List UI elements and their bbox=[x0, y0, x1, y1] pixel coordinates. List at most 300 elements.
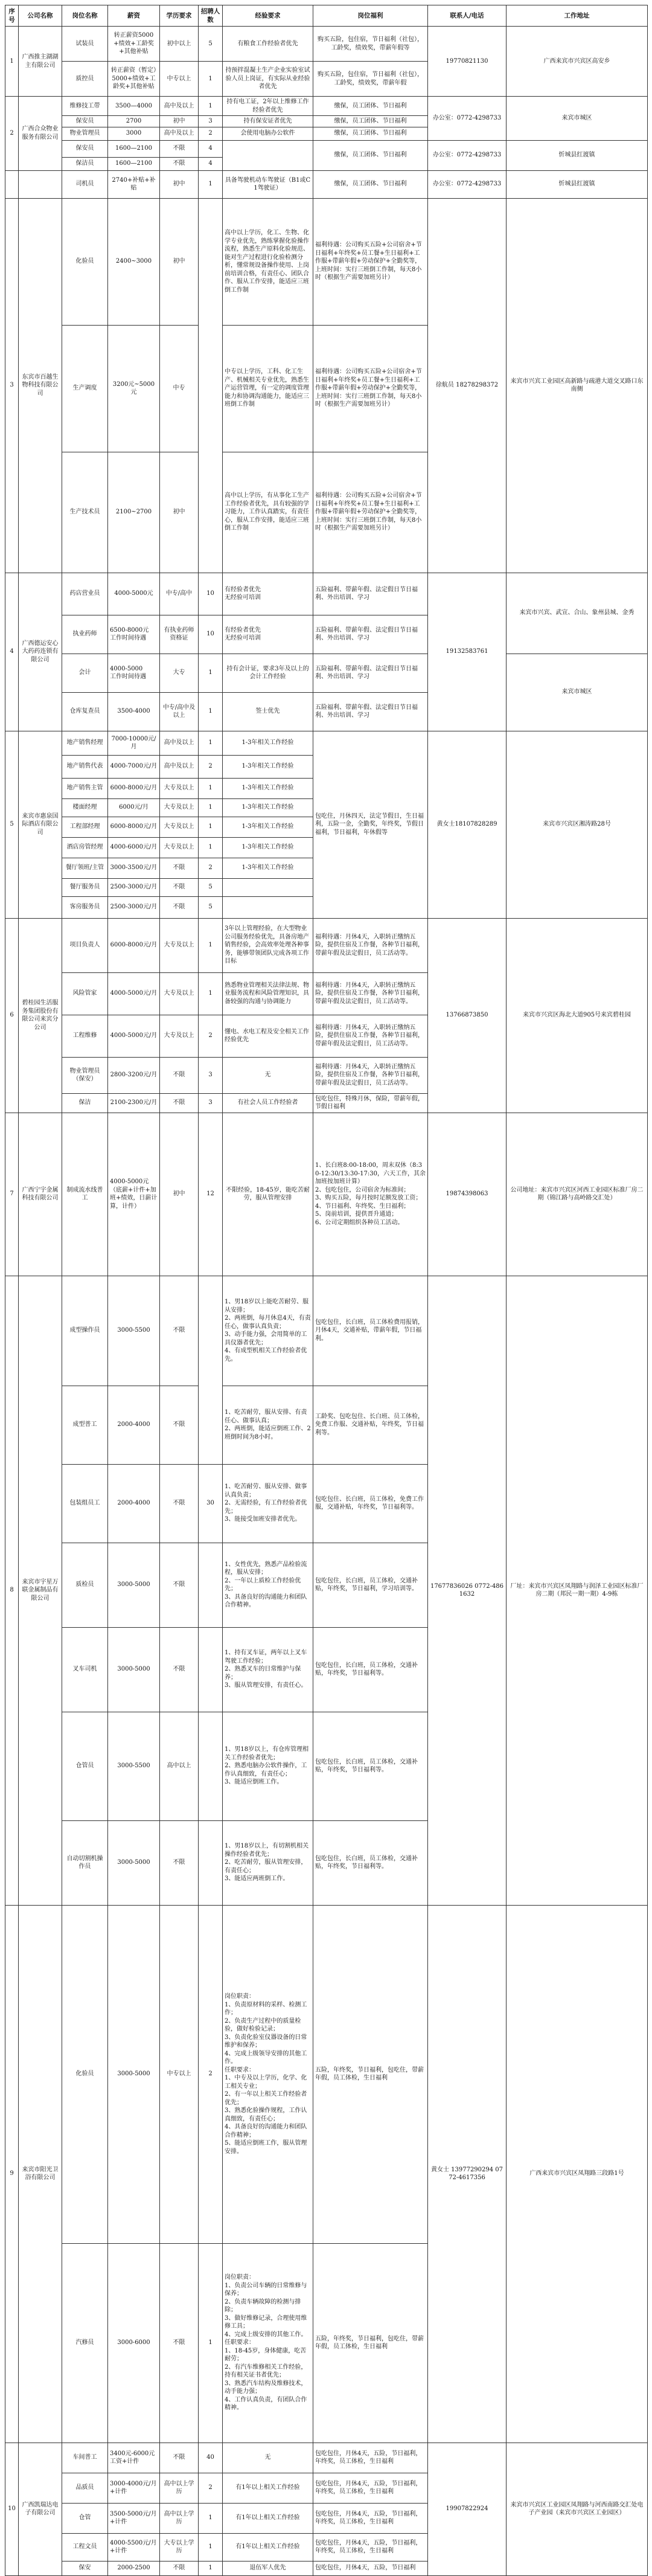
table-cell: 包吃包住，月休4天，五险，节日福利，年终奖，员工体检，生日福利 bbox=[313, 2533, 428, 2561]
table-cell: 1-3年相关工作经验 bbox=[223, 755, 313, 778]
table-cell bbox=[199, 1712, 223, 1820]
table-cell: 成型普工 bbox=[62, 1386, 108, 1464]
table-cell bbox=[199, 1820, 223, 1905]
table-row bbox=[5, 170, 648, 198]
table-cell: 持有会计证，要求3年及以上的会计工作经验 bbox=[223, 654, 313, 692]
table-cell: 2700 bbox=[108, 116, 160, 127]
table-cell: 不限 bbox=[160, 1093, 199, 1113]
table-cell: 东宾市百越生物科技有限公司 bbox=[19, 198, 62, 573]
table-cell: 2 bbox=[199, 2473, 223, 2503]
table-cell: 购买五险，包住宿，节日福利（社包），工龄奖，绩效奖，带薪年假等 bbox=[313, 27, 428, 62]
table-cell: 1600—2100 bbox=[108, 140, 160, 157]
table-cell: 五险福利、带薪年假、法定假日节日福利、外出培训、学习 bbox=[313, 692, 428, 731]
table-cell: 高中及以上 bbox=[160, 127, 199, 140]
table-cell: 10 bbox=[5, 2443, 19, 2575]
table-cell: 1 bbox=[199, 918, 223, 972]
table-cell: 持有保安证者优先 bbox=[223, 116, 313, 127]
table-cell: 4 bbox=[199, 157, 223, 170]
table-cell: 包吃包住，长白班，员工体检，交通补贴，年终奖，节日福利，学习培训等。 bbox=[313, 1543, 428, 1627]
table-cell: 2500-3000元/月 bbox=[108, 878, 160, 896]
table-cell: 2 bbox=[199, 858, 223, 878]
table-cell: 3 bbox=[199, 116, 223, 127]
table-cell: 工程维修 bbox=[62, 1015, 108, 1057]
table-cell: 高中及以上 bbox=[160, 97, 199, 116]
table-cell: 熟悉物业管理相关法律法规、物业服务流程和风险管理知识，具备较强的沟通与协调能力 bbox=[223, 972, 313, 1015]
table-cell: 4000-5500元/月+计件 bbox=[108, 2533, 160, 2561]
table-cell: 中专以上 bbox=[160, 62, 199, 97]
table-cell: 无 bbox=[223, 2443, 313, 2473]
table-cell: 无 bbox=[223, 1057, 313, 1093]
table-cell: 楼面经理 bbox=[62, 798, 108, 817]
table-cell: 办公室：0772-4298733 bbox=[428, 97, 507, 141]
table-cell: 福利待遇：公司购买五险+公司宿舍+节日福利+年终奖+员工餐+生日福利+工作服+带薪年假+劳动保护+全勤奖等，上班时间：实行三班倒工作制，每天8小时（根据生产需要加班另计） bbox=[313, 452, 428, 573]
table-cell: 忻城县红渡镇 bbox=[507, 140, 648, 170]
table-cell: 风险管家 bbox=[62, 972, 108, 1015]
table-cell: 不限 bbox=[160, 140, 199, 157]
table-cell: 3500-4000 bbox=[108, 692, 160, 731]
table-cell: 10 bbox=[199, 615, 223, 654]
header-index: 序号 bbox=[5, 5, 19, 27]
table-cell: 1 bbox=[199, 837, 223, 858]
table-cell: 2100~2700 bbox=[108, 452, 160, 573]
table-cell: 车间普工 bbox=[62, 2443, 108, 2473]
table-cell: 大专 bbox=[160, 654, 199, 692]
table-row bbox=[5, 27, 648, 62]
table-cell: 7 bbox=[5, 1113, 19, 1276]
table-cell: 2000-4000 bbox=[108, 1464, 160, 1543]
table-cell: 7000-10000元/月 bbox=[108, 731, 160, 755]
table-cell: 汽修员 bbox=[62, 2243, 108, 2443]
table-cell: 1、男18岁以上能吃苦耐劳、服从安排； 2、两班倒，每月休息4天，有责任心，做事认真负责； 3、动手能力强，会用简单的工具仪器者优先； 4、有成型机相关工作经验者优先。 bbox=[223, 1276, 313, 1386]
table-cell: 五险，年终奖，节日福利，包吃住，带薪年假，员工体检，生日福利 bbox=[313, 1905, 428, 2243]
table-cell: 4000-6000元/月 bbox=[108, 837, 160, 858]
table-cell: 维修技工带 bbox=[62, 97, 108, 116]
table-cell: 碧桂园生活服务集团股份有限公司来宾分公司 bbox=[19, 918, 62, 1113]
table-cell: 初中 bbox=[160, 116, 199, 127]
table-cell: 6000-8000元/月 bbox=[108, 918, 160, 972]
table-cell: 1 bbox=[199, 731, 223, 755]
table-cell: 工龄奖、包吃包住、长白班、员工体检，免费工作服、交通补贴，年终奖，节日福利等。 bbox=[313, 1386, 428, 1464]
table-cell: 五险福利、带薪年假、法定假日节日福利、外出培训、学习 bbox=[313, 615, 428, 654]
table-cell: 广西宁宇金属科技有限公司 bbox=[19, 1113, 62, 1276]
table-cell: 有1年以上相关工作经验 bbox=[223, 2503, 313, 2533]
table-cell: 3 bbox=[199, 1093, 223, 1113]
header-headcount: 招聘人数 bbox=[199, 5, 223, 27]
table-cell: 来宾市城区 bbox=[507, 97, 648, 141]
table-cell: 2000-4000 bbox=[108, 1386, 160, 1464]
table-cell: 1 bbox=[199, 798, 223, 817]
table-cell: 忻城县红渡镇 bbox=[507, 170, 648, 198]
header-experience: 经验要求 bbox=[223, 5, 313, 27]
table-cell: 来宾市兴宾区湘涛路28号 bbox=[507, 731, 648, 918]
table-cell: 2 bbox=[199, 1905, 223, 2243]
table-cell: 仓管 bbox=[62, 2503, 108, 2533]
table-cell: 2 bbox=[5, 97, 19, 171]
table-cell: 4000-5000 工作时间待遇 bbox=[108, 654, 160, 692]
table-cell: 餐厅领班/主管 bbox=[62, 858, 108, 878]
table-cell: 高中以上学历，有从事化工生产工作经验者优先，具有较强的学习能力，工作认真踏实，有责任心，服从工作安排，能适应三班倒工作制 bbox=[223, 452, 313, 573]
table-cell: 高中以上学历 bbox=[160, 2503, 199, 2533]
table-cell: 3500-5000元/月+计件 bbox=[108, 2503, 160, 2533]
table-cell: 高中以上学历，化工、生物、化学专业优先，熟练掌握化验操作流程，熟悉生产原料化验规范、能对生产过程进行化验检测分析，懂常规设备操作使用、上岗前培训合格，有责任心、团队合作、服从工作安排，能适应三班倒工作制 bbox=[223, 198, 313, 325]
table-cell: 1 bbox=[199, 2503, 223, 2533]
table-cell: 保洁员 bbox=[62, 157, 108, 170]
table-cell: 不限 bbox=[160, 2561, 199, 2575]
table-cell: 保洁 bbox=[62, 1093, 108, 1113]
table-cell: 3200元~5000元 bbox=[108, 325, 160, 452]
table-cell: 3500—4000 bbox=[108, 97, 160, 116]
table-cell: 包吃包住、长白班，员工体检，免费工作服，交通补贴，年终奖，节日福利等。 bbox=[313, 1464, 428, 1543]
table-cell: 有执业药师资格证 bbox=[160, 615, 199, 654]
table-cell: 成型操作员 bbox=[62, 1276, 108, 1386]
table-cell: 3 bbox=[5, 198, 19, 573]
table-cell: 缴保，员工团体、节日福利 bbox=[313, 140, 428, 170]
table-cell: 4000-5000元/月 bbox=[108, 1015, 160, 1057]
table-cell: 有经验者优先 无经验可培训 bbox=[223, 615, 313, 654]
table-cell: 3000-5500 bbox=[108, 1712, 160, 1820]
table-cell: 2 bbox=[199, 127, 223, 140]
table-cell: 质控员 bbox=[62, 62, 108, 97]
table-cell: 10 bbox=[199, 573, 223, 615]
header-company: 公司名称 bbox=[19, 5, 62, 27]
table-cell: 包吃包住，长白班，员工体检，交通补贴，年终奖，节日福利等。 bbox=[313, 1820, 428, 1905]
table-cell: 不限 bbox=[160, 858, 199, 878]
table-cell: 5 bbox=[199, 27, 223, 62]
table-cell: 有经验者优先 无经验可培训 bbox=[223, 573, 313, 615]
table-cell: 19770821130 bbox=[428, 27, 507, 97]
table-cell: 质检员 bbox=[62, 1543, 108, 1627]
table-cell: 有1年以上相关工作经验 bbox=[223, 2473, 313, 2503]
table-cell: 1 bbox=[199, 62, 223, 97]
table-row bbox=[5, 731, 648, 755]
table-cell: 3000-5000 bbox=[108, 1905, 160, 2243]
table-cell: 6500-8000元 工作时间待遇 bbox=[108, 615, 160, 654]
table-cell: 19132583761 bbox=[428, 573, 507, 731]
table-cell: 餐厅服务员 bbox=[62, 878, 108, 896]
table-cell: 中专以上学历，工科、化工生产、机械相关专业优先，熟悉生产运营管理，有一定的调度管理能力和协调沟通能力，能适应三班倒工作制 bbox=[223, 325, 313, 452]
table-cell: 缴保，员工团体、节日福利 bbox=[313, 127, 428, 140]
table-cell: 不限 bbox=[160, 896, 199, 918]
table-cell: 化验员 bbox=[62, 198, 108, 325]
table-row bbox=[5, 1276, 648, 1386]
table-cell: 有1年以上相关工作经验 bbox=[223, 2533, 313, 2561]
table-row bbox=[5, 654, 648, 692]
table-cell: 岗位职责： 1、负责公司车辆的日常维修与保养； 2、负责车辆故障的检测与排除； 3、做好维修记录，合理使用维修工具； 4、完成上级安排的其他工作。 任职要求： 1、18-45岁，身体健康，吃苦耐劳； 2、有汽车维修相关工作经验，持有相关证书者优先； 3、熟悉汽车结构及维修技术，动手能力强； 4、工作认真负责，有团队合作精神。 bbox=[223, 2243, 313, 2443]
table-cell: 不限 bbox=[160, 878, 199, 896]
table-cell: 19907822924 bbox=[428, 2443, 507, 2575]
table-cell: 办公室：0772-4298733 bbox=[428, 140, 507, 170]
table-row bbox=[5, 2443, 648, 2473]
table-cell: 17677836026 0772-4861632 bbox=[428, 1276, 507, 1905]
table-cell: 不限 bbox=[160, 1464, 199, 1543]
table-cell: 物业管理员 bbox=[62, 127, 108, 140]
table-cell: 19874398063 bbox=[428, 1113, 507, 1276]
header-education: 学历要求 bbox=[160, 5, 199, 27]
table-cell: 大专及以上 bbox=[160, 817, 199, 837]
table-cell: 药店营业员 bbox=[62, 573, 108, 615]
table-cell: 自动切割机操作员 bbox=[62, 1820, 108, 1905]
table-cell: 初中以上 bbox=[160, 27, 199, 62]
table-cell: 工程部经理 bbox=[62, 817, 108, 837]
table-cell: 厂址：来宾市兴宾区凤翔路与润泽工业园区标准厂房二期（邦民一期一期）4-9栋 bbox=[507, 1276, 648, 1905]
table-cell: 1-3年相关工作经验 bbox=[223, 798, 313, 817]
table-cell: 高中及以上 bbox=[160, 755, 199, 778]
table-cell: 中专/高中 bbox=[160, 573, 199, 615]
table-row bbox=[5, 1113, 648, 1276]
table-cell: 签士优先 bbox=[223, 692, 313, 731]
table-cell: 2 bbox=[199, 1015, 223, 1057]
table-row bbox=[5, 1905, 648, 2243]
table-cell: 8 bbox=[5, 1276, 19, 1905]
table-cell: 广西合众物业服务有限公司 bbox=[19, 97, 62, 171]
table-cell: 转正薪资5000+绩效+工龄奖+其他补贴 bbox=[108, 27, 160, 62]
table-cell: 1、男18岁以上，有切割机相关操作经验者优先； 2、吃苦耐劳，服从管理安排，有责任心； 3、能适应两班倒工作。 bbox=[223, 1820, 313, 1905]
table-cell: 大专及以上 bbox=[160, 1015, 199, 1057]
table-cell: 来宾市宇星万联金属制品有限公司 bbox=[19, 1276, 62, 1905]
header-position: 岗位名称 bbox=[62, 5, 108, 27]
table-cell: 包吃住，月休四天，法定节假日，生日福利，五险一金，全勤奖，年终奖，节假日福利，节日福利，年休假等 bbox=[313, 731, 428, 918]
table-cell: 包吃包住，长白班，员工体检，交通补贴，年终奖，节日福利等。 bbox=[313, 1712, 428, 1820]
table-cell: 3000-5000 bbox=[108, 1820, 160, 1905]
table-cell: 地产销售代表 bbox=[62, 755, 108, 778]
table-cell: 购买五险，包住宿，节日福利（社包），工龄奖，绩效奖，带薪年假 bbox=[313, 62, 428, 97]
table-cell: 1 bbox=[199, 2533, 223, 2561]
table-cell: 1 bbox=[199, 972, 223, 1015]
table-cell bbox=[199, 1627, 223, 1712]
table-cell: 酒店房管经理 bbox=[62, 837, 108, 858]
table-cell: 2800-3200元/月 bbox=[108, 1057, 160, 1093]
table-cell: 大专及以上 bbox=[160, 972, 199, 1015]
table-cell: 4000-5000元/月 bbox=[108, 972, 160, 1015]
table-cell: 黄女士18107828289 bbox=[428, 731, 507, 918]
table-cell: 3000-5000 bbox=[108, 1627, 160, 1712]
table-cell: 不限 bbox=[160, 1386, 199, 1464]
table-cell: 地产销售经理 bbox=[62, 731, 108, 755]
table-cell: 2500-3000元/月 bbox=[108, 896, 160, 918]
table-cell: 1 bbox=[199, 2561, 223, 2575]
table-cell bbox=[5, 170, 19, 198]
table-cell: 初中 bbox=[160, 452, 199, 573]
table-cell: 有社会人员工作经验者 bbox=[223, 1093, 313, 1113]
table-cell: 五险福利、带薪年假、法定假日节日福利、外出培训、学习 bbox=[313, 654, 428, 692]
table-cell: 2740+补贴+补贴 bbox=[108, 170, 160, 198]
table-cell: 徐航员 18278298372 bbox=[428, 198, 507, 573]
table-cell: 1-3年相关工作经验 bbox=[223, 817, 313, 837]
table-cell: 4000-5000元 （底薪+计件+加班+绩效，日薪计算，计件） bbox=[108, 1113, 160, 1276]
table-cell: 来宾市兴宾、武宣、合山、象州县城、金秀 bbox=[507, 573, 648, 654]
table-cell: 1 bbox=[5, 27, 19, 97]
table-cell: 包吃包住，月休4天，五险，节日福利，年终奖，员工体检，生日福利 bbox=[313, 2503, 428, 2533]
table-cell: 会使用电脑办公软件 bbox=[223, 127, 313, 140]
table-cell: 1 bbox=[199, 692, 223, 731]
table-cell: 3 bbox=[199, 1057, 223, 1093]
table-cell: 包吃包住，月休4天，五险，节日福利，年终奖，员工体检，生日福利 bbox=[313, 2443, 428, 2473]
table-cell: 不限 bbox=[160, 1543, 199, 1627]
table-body bbox=[5, 27, 648, 2576]
table-cell: 福利待遇：月休4天，入职转正缴纳五险，提供住宿及工作餐，各种节日福利，带薪年假及法定假日，员工活动等。 bbox=[313, 1015, 428, 1057]
table-cell: 2 bbox=[199, 755, 223, 778]
table-cell: 1 bbox=[199, 2243, 223, 2443]
table-cell: 初中 bbox=[160, 170, 199, 198]
table-cell: 广西来宾市兴宾区凤翔路三段路1号 bbox=[507, 1905, 648, 2443]
table-cell: 1、男18岁以上，有仓库管理相关工作经验者优先； 2、熟悉电脑办公软件操作，工作认真细致，有责任心； 3、能适应倒班工作。 bbox=[223, 1712, 313, 1820]
table-cell: 1-3年相关工作经验 bbox=[223, 837, 313, 858]
table-cell: 3000-4000元/月+计件 bbox=[108, 2473, 160, 2503]
table-cell: 懂电、水电工程及安全相关工作经验优先 bbox=[223, 1015, 313, 1057]
table-cell: 福利待遇：公司购买五险+公司宿舍+节日福利+年终奖+员工餐+生日福利+工作服+带薪年假+劳动保护+全勤奖等，上班时间：实行三班倒工作制，每天8小时（根据生产需要加班另计） bbox=[313, 198, 428, 325]
table-cell bbox=[199, 198, 223, 573]
table-row bbox=[5, 918, 648, 972]
table-cell: 品质员 bbox=[62, 2473, 108, 2503]
table-cell: 大专以上学历 bbox=[160, 2533, 199, 2561]
table-cell: 福利待遇：公司购买五险+公司宿舍+节日福利+年终奖+员工餐+生日福利+工作服+带薪年假+劳动保护+全勤奖等，上班时间：实行三班倒工作制，每天8小时（根据生产需要加班另计） bbox=[313, 325, 428, 452]
table-cell: 保安员 bbox=[62, 116, 108, 127]
table-cell: 福利待遇：月休4天，入职转正缴纳五险，提供住宿及工作餐，各种节日福利，带薪年假及法定假日，员工活动等。 bbox=[313, 972, 428, 1015]
table-cell: 不限 bbox=[160, 1276, 199, 1386]
table-cell: 6000-8000元/月 bbox=[108, 778, 160, 798]
table-cell: 初中 bbox=[160, 198, 199, 325]
table-cell: 12 bbox=[199, 1113, 223, 1276]
table-cell: 制成流水线普工 bbox=[62, 1113, 108, 1276]
table-cell: 6000元/月 bbox=[108, 798, 160, 817]
table-cell: 具备驾驶机动车驾驶证（B1或C1驾驶证） bbox=[223, 170, 313, 198]
table-cell: 持预拌混凝土生产企业实验室试验人员上岗证，有实际从业经验者优先 bbox=[223, 62, 313, 97]
table-cell: 包吃包住，月休4天，五险，节日福利，年终奖，员工体检，生日福利 bbox=[313, 2473, 428, 2503]
table-cell: 6000-8000元/月 bbox=[108, 817, 160, 837]
table-cell: 福利待遇：月休4天，入职转正缴纳五险，提供住宿及工作餐，各种节日福利，带薪年假及法定假日，员工活动等。 bbox=[313, 1057, 428, 1093]
table-cell: 缴保，员工团体、节日福利 bbox=[313, 170, 428, 198]
table-row bbox=[5, 573, 648, 615]
table-cell: 4000-7000元/月 bbox=[108, 755, 160, 778]
table-header-row bbox=[5, 5, 648, 27]
table-cell: 来宾市阳光卫浴有限公司 bbox=[19, 1905, 62, 2443]
table-cell: 大专及以上 bbox=[160, 837, 199, 858]
table-cell: 1、吃苦耐劳，服从安排、有责任心、做事认真； 2、两班倒，能适应倒班工作、2班倒时间为8小时。 bbox=[223, 1386, 313, 1464]
table-cell: 初中 bbox=[160, 1113, 199, 1276]
table-cell bbox=[223, 896, 313, 918]
table-cell: 高中及以上 bbox=[160, 731, 199, 755]
table-cell: 5 bbox=[199, 878, 223, 896]
table-cell: 不限 bbox=[160, 157, 199, 170]
table-cell: 叉车司机 bbox=[62, 1627, 108, 1712]
table-cell: 不限 bbox=[160, 2243, 199, 2443]
table-cell: 13766873850 bbox=[428, 918, 507, 1113]
job-listing-table bbox=[5, 5, 648, 2576]
table-cell: 5 bbox=[5, 731, 19, 918]
table-cell: 4 bbox=[5, 573, 19, 731]
table-cell: 1-3年相关工作经验 bbox=[223, 731, 313, 755]
table-cell: 不限 bbox=[160, 1820, 199, 1905]
table-cell: 高中以上 bbox=[160, 1712, 199, 1820]
table-cell: 包吃包住，特殊月休，保险，带薪年假，节假日福利 bbox=[313, 1093, 428, 1113]
table-cell: 1 bbox=[199, 654, 223, 692]
table-cell: 不限 bbox=[160, 1627, 199, 1712]
table-cell: 来宾市兴宾区工业园区凤翔路与河西南路交汇处电子产业园（来宾市兴宾区工业园区） bbox=[507, 2443, 648, 2575]
table-cell: 生产技术员 bbox=[62, 452, 108, 573]
table-row bbox=[5, 97, 648, 116]
table-cell: 中专/高中及以上 bbox=[160, 692, 199, 731]
table-cell: 保安员 bbox=[62, 140, 108, 157]
table-cell: 广西来宾市兴宾区高安乡 bbox=[507, 27, 648, 97]
table-cell: 中专 bbox=[160, 325, 199, 452]
table-cell: 来宾市兴宾工业园区高新路与疏港大道交叉路口东南侧 bbox=[507, 198, 648, 573]
table-cell: 高中以上学历 bbox=[160, 2473, 199, 2503]
table-cell bbox=[19, 170, 62, 198]
table-cell: 缴保，员工团体、节日福利 bbox=[313, 116, 428, 127]
table-cell: 2100-2300元/月 bbox=[108, 1093, 160, 1113]
table-cell: 包吃包住，长白班，员工体检费用报销，月休4天，交通补贴，带薪年假，节日福利。 bbox=[313, 1276, 428, 1386]
table-cell bbox=[199, 1543, 223, 1627]
table-cell: 40 bbox=[199, 2443, 223, 2473]
table-cell: 福利待遇：月休4天，入职转正缴纳五险，提供住宿及工作餐，各种节日福利，带薪年假及法定假日，员工活动等。 bbox=[313, 918, 428, 972]
table-cell bbox=[199, 1276, 223, 1464]
table-cell: 大专及以上 bbox=[160, 798, 199, 817]
table-cell: 工程文员 bbox=[62, 2533, 108, 2561]
header-address: 工作地址 bbox=[507, 5, 648, 27]
table-cell: 1 bbox=[199, 170, 223, 198]
table-cell: 包吃包住，月休4天，五险，节日福利 bbox=[313, 2561, 428, 2575]
table-cell: 3400元-6000元工资+计件 bbox=[108, 2443, 160, 2473]
table-cell: 3000-5000 bbox=[108, 1543, 160, 1627]
table-cell: 有粮食工作经验者优先 bbox=[223, 27, 313, 62]
table-cell: 不限 bbox=[160, 1057, 199, 1093]
table-cell: 中专以上 bbox=[160, 1905, 199, 2243]
table-cell: 不限 bbox=[160, 2443, 199, 2473]
table-cell: 退伍军人优先 bbox=[223, 2561, 313, 2575]
table-cell: 广西德运安心大药药连锁有限公司 bbox=[19, 573, 62, 731]
table-cell: 化验员 bbox=[62, 1905, 108, 2243]
table-row bbox=[5, 140, 648, 157]
table-cell: 4 bbox=[199, 140, 223, 157]
table-cell: 客房服务员 bbox=[62, 896, 108, 918]
table-cell: 项目负责人 bbox=[62, 918, 108, 972]
table-cell: 1、吃苦耐劳、服从安排、做事认真负责； 2、无需经验，有工作经验者优先； 3、能接受加班安排者优先。 bbox=[223, 1464, 313, 1543]
table-cell: 1、长白班8:00-18:00，周末双休（8:30-12:30/13:30-17:30，六天工作，其余加班按加班计算） 2、包吃包住，公司宿舍为标准间； 3、购买五险，每月按时足额发放工资； 4、节日福利、年终奖、生日福利； 5、岗前培训，提供晋升通道； 6、公司定期组织各种员工活动。 bbox=[313, 1113, 428, 1276]
table-cell: 保安 bbox=[62, 2561, 108, 2575]
table-cell: 6 bbox=[5, 918, 19, 1113]
table-cell: 不限经验，18-45岁，能吃苦耐劳，服从管理安排 bbox=[223, 1113, 313, 1276]
table-cell: 2000-2500 bbox=[108, 2561, 160, 2575]
table-cell: 地产销售主管 bbox=[62, 778, 108, 798]
table-cell: 五险，年终奖，节日福利，包吃住，带薪年假，员工体检，生日福利 bbox=[313, 2243, 428, 2443]
table-cell: 30 bbox=[199, 1464, 223, 1543]
table-cell: 1-3年相关工作经验 bbox=[223, 858, 313, 878]
table-cell: 3000-5500 bbox=[108, 1276, 160, 1386]
table-cell: 1600—2100 bbox=[108, 157, 160, 170]
table-cell: 1 bbox=[199, 817, 223, 837]
table-cell: 1、女性优先，熟悉产品检验流程，服从安排； 2、一年以上质检工作经验优先； 3、具备良好的沟通能力和团队合作精神。 bbox=[223, 1543, 313, 1627]
table-cell: 3000-3500元/月 bbox=[108, 858, 160, 878]
table-cell: 司机员 bbox=[62, 170, 108, 198]
table-cell: 5 bbox=[199, 896, 223, 918]
table-cell: 会计 bbox=[62, 654, 108, 692]
table-cell bbox=[223, 140, 313, 170]
table-cell: 转正薪资（暂定）5000+绩效+工龄奖+其他补贴 bbox=[108, 62, 160, 97]
header-contact: 联系人/电话 bbox=[428, 5, 507, 27]
table-cell: 办公室：0772-4298733 bbox=[428, 170, 507, 198]
table-cell: 3年以上管理经验，在大型物业公司服务经验优先，具备房地产销售经验，会高效率处理各种事务，能够带领团队完成各项工作目标 bbox=[223, 918, 313, 972]
table-cell: 执业药师 bbox=[62, 615, 108, 654]
table-cell bbox=[223, 878, 313, 896]
table-cell: 2400~3000 bbox=[108, 198, 160, 325]
table-cell: 物业管理员（保安） bbox=[62, 1057, 108, 1093]
table-cell: 来宾市城区 bbox=[507, 654, 648, 731]
table-cell: 4000-5000元 bbox=[108, 573, 160, 615]
table-cell: 1 bbox=[199, 778, 223, 798]
header-salary: 薪资 bbox=[108, 5, 160, 27]
table-cell: 包吃包住，长白班，员工体检，交通补贴，年终奖，节日福利等。 bbox=[313, 1627, 428, 1712]
table-cell: 9 bbox=[5, 1905, 19, 2443]
